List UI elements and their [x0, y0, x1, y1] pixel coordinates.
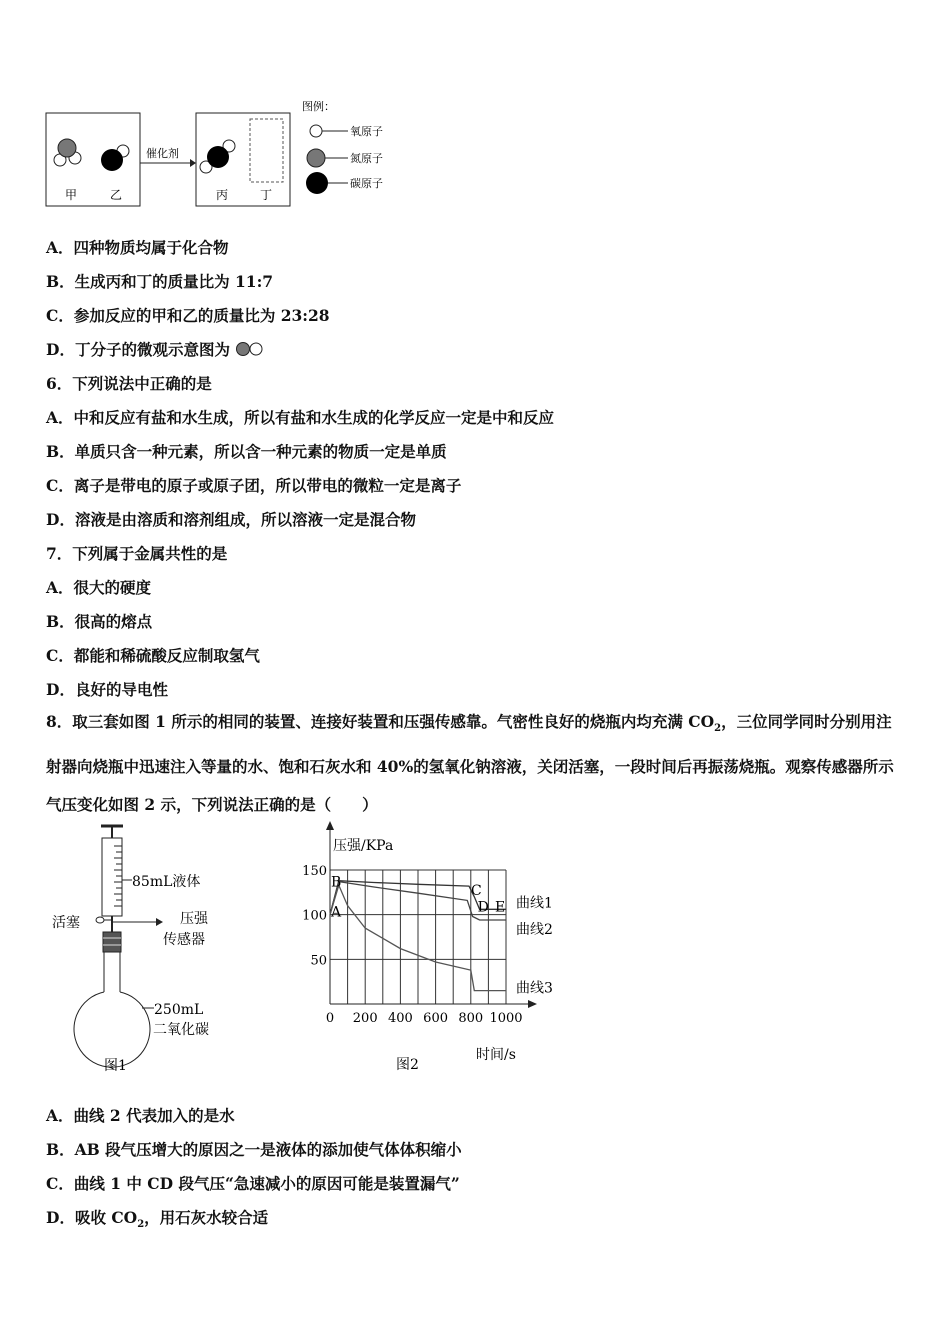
legend-label-3: 曲线3 — [516, 980, 553, 997]
sensor-label-1: 压强 — [180, 911, 208, 927]
x-tick-label: 800 — [458, 1011, 484, 1026]
q6-option-d: D．溶液是由溶质和溶剂组成，所以溶液一定是混合物 — [46, 510, 416, 529]
oxygen-atom-icon — [310, 125, 322, 137]
q5-option-d-text: D．丁分子的微观示意图为 — [46, 340, 230, 359]
y-tick-label: 50 — [310, 953, 327, 969]
point-label-B: B — [331, 874, 342, 891]
point-label-D: D — [477, 899, 489, 916]
q8-option-d-subscript: 2 — [137, 1219, 145, 1231]
syringe-barrel — [102, 838, 122, 916]
liquid-label: 85mL液体 — [132, 874, 201, 890]
label-bing: 丙 — [216, 188, 229, 202]
legend-nitrogen: 氮原子 — [350, 152, 383, 165]
gas-label: 二氧化碳 — [153, 1022, 209, 1038]
q5-option-d — [46, 338, 265, 360]
x-tick-label: 600 — [423, 1011, 449, 1026]
q6-option-a: A．中和反应有盐和水生成，所以有盐和水生成的化学反应一定是中和反应 — [46, 408, 555, 427]
q8-option-c: C．曲线 1 中 CD 段气压“急速减小的原因可能是装置漏气” — [46, 1174, 460, 1193]
q8-stem — [46, 703, 906, 824]
q8-stem-part2: ，三位同学同时分别用注射器向烧瓶中迅速注入等量的水、饱和石灰水和 40%的氢氧化钠溶液，关闭活塞，一段时间后再振荡烧瓶。观察传感器所示气压变化如图 2 示，下列说法正确的是（ ） — [46, 712, 894, 815]
point-label-C: C — [471, 883, 482, 900]
valve-icon — [96, 917, 104, 923]
chart-legend — [516, 894, 553, 996]
figure-1-apparatus — [46, 820, 256, 1080]
q7-option-c: C．都能和稀硫酸反应制取氢气 — [46, 646, 260, 665]
y-axis-label: 压强/KPa — [333, 838, 394, 854]
carbon-atom-icon — [306, 172, 328, 194]
q5-option-b: B．生成丙和丁的质量比为 11:7 — [46, 272, 274, 291]
x-axis-label: 时间/s — [476, 1047, 516, 1063]
label-yi: 乙 — [110, 188, 123, 202]
ding-molecule-icon — [235, 341, 265, 357]
volume-label: 250mL — [154, 1002, 204, 1018]
label-jia: 甲 — [65, 188, 78, 202]
q8-option-b: B．AB 段气压增大的原因之一是液体的添加使气体体积缩小 — [46, 1140, 462, 1159]
point-label-A: A — [331, 904, 342, 921]
reaction-diagram — [40, 95, 400, 215]
q5-option-a: A．四种物质均属于化合物 — [46, 238, 229, 257]
q8-option-d — [46, 1206, 268, 1230]
x-tick-label: 200 — [352, 1011, 378, 1026]
q6-stem: 6．下列说法中正确的是 — [46, 374, 212, 393]
q8-option-d-part1: D．吸收 CO — [46, 1208, 138, 1227]
x-tick-label: 400 — [387, 1011, 413, 1026]
nitrogen-atom-icon — [307, 149, 325, 167]
q7-option-b: B．很高的熔点 — [46, 612, 153, 631]
q6-option-c: C．离子是带电的原子或原子团，所以带电的微粒一定是离子 — [46, 476, 462, 495]
dashed-box — [250, 119, 283, 182]
catalyst-label: 催化剂 — [146, 147, 179, 160]
y-axis-arrow-icon — [326, 821, 334, 830]
q6-option-b: B．单质只含一种元素，所以含一种元素的物质一定是单质 — [46, 442, 447, 461]
arrow-head-icon — [190, 159, 196, 167]
q8-option-a: A．曲线 2 代表加入的是水 — [46, 1106, 235, 1125]
q8-stem-part1: 8．取三套如图 1 所示的相同的装置、连接好装置和压强传感靠。气密性良好的烧瓶内均充满 CO — [46, 712, 715, 731]
syringe-scale — [114, 846, 122, 906]
nitrogen-atom-icon — [58, 139, 76, 157]
x-tick-label: 1000 — [489, 1011, 523, 1026]
y-tick-label: 100 — [302, 908, 327, 924]
carbon-atom-icon — [207, 146, 229, 168]
q8-option-d-part2: ，用石灰水较合适 — [144, 1208, 269, 1227]
sensor-arrow-icon — [156, 918, 163, 926]
q5-option-c: C．参加反应的甲和乙的质量比为 23:28 — [46, 306, 330, 325]
point-label-E: E — [494, 899, 506, 916]
legend-carbon: 碳原子 — [350, 177, 383, 190]
legend-label-1: 曲线1 — [516, 895, 553, 912]
stopper — [103, 932, 121, 952]
q7-stem: 7．下列属于金属共性的是 — [46, 544, 228, 563]
y-tick-label: 150 — [302, 864, 327, 879]
sensor-label-2: 传感器 — [163, 932, 205, 948]
figure-1-caption: 图1 — [104, 1058, 127, 1074]
q7-option-a: A．很大的硬度 — [46, 578, 152, 597]
figure-2-chart — [296, 818, 566, 1080]
valve-label: 活塞 — [52, 915, 80, 931]
legend-title: 图例： — [302, 100, 335, 113]
legend-label-2: 曲线2 — [516, 922, 553, 939]
flask-bulb — [74, 992, 150, 1067]
legend-oxygen: 氧原子 — [350, 125, 383, 138]
q7-option-d: D．良好的导电性 — [46, 680, 168, 699]
carbon-atom-icon — [101, 149, 123, 171]
figure-2-caption: 图2 — [396, 1057, 419, 1073]
label-ding: 丁 — [260, 188, 273, 202]
q8-stem-subscript: 2 — [714, 723, 722, 735]
x-tick-label: 0 — [325, 1011, 335, 1026]
x-axis-arrow-icon — [528, 1000, 537, 1008]
